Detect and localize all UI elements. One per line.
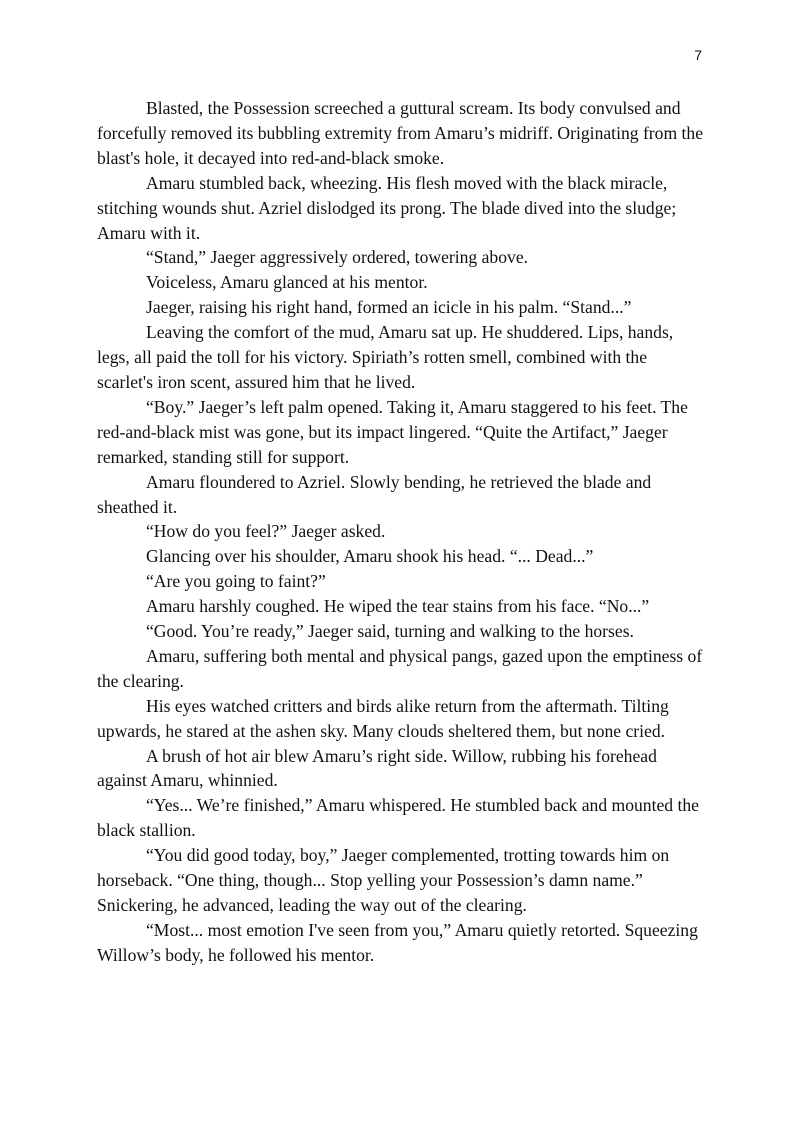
paragraph: Glancing over his shoulder, Amaru shook his head. “... Dead...”: [146, 546, 594, 567]
paragraph: Jaeger, raising his right hand, formed an icicle in his palm. “Stand...”: [146, 297, 632, 318]
paragraph: Amaru harshly coughed. He wiped the tear stains from his face. “No...”: [146, 596, 650, 617]
page-number: 7: [694, 47, 702, 63]
paragraph: Amaru stumbled back, wheezing. His flesh moved with the black miracle, stitching wounds shut. Azriel dislodged its prong. The blade dived into the sludge; Amaru with it.: [97, 172, 677, 243]
body-text: [97, 96, 707, 968]
paragraph: “You did good today, boy,” Jaeger complemented, trotting towards him on horseback. “One thing, though... Stop yelling your Possession’s damn name.” Snickering, he advanced, leading the way out of the clearing.: [97, 845, 670, 915]
paragraph: “How do you feel?” Jaeger asked.: [146, 521, 386, 542]
paragraph: A brush of hot air blew Amaru’s right side. Willow, rubbing his forehead against Amaru, whinnied.: [97, 745, 657, 791]
paragraph: Blasted, the Possession screeched a guttural scream. Its body convulsed and forcefully removed its bubbling extremity from Amaru’s midriff. Originating from the blast's hole, it decayed into red-and-black smoke.: [97, 98, 704, 168]
paragraph: “Are you going to faint?”: [146, 571, 326, 592]
paragraph: “Yes... We’re finished,” Amaru whispered. He stumbled back and mounted the black stallion.: [97, 795, 699, 841]
paragraph: “Good. You’re ready,” Jaeger said, turning and walking to the horses.: [146, 621, 634, 642]
paragraph: His eyes watched critters and birds alike return from the aftermath. Tilting upwards, he stared at the ashen sky. Many clouds sheltered them, but none cried.: [97, 695, 669, 741]
paragraph: Leaving the comfort of the mud, Amaru sat up. He shuddered. Lips, hands, legs, all paid the toll for his victory. Spiriath’s rotten smell, combined with the scarlet's iron scent, assured him that he lived.: [97, 322, 674, 392]
paragraph: Amaru, suffering both mental and physical pangs, gazed upon the emptiness of the clearing.: [97, 645, 703, 691]
paragraph: “Stand,” Jaeger aggressively ordered, towering above.: [146, 247, 529, 268]
paragraph: Amaru floundered to Azriel. Slowly bending, he retrieved the blade and sheathed it.: [97, 471, 652, 517]
paragraph: Voiceless, Amaru glanced at his mentor.: [146, 272, 428, 293]
paragraph: “Boy.” Jaeger’s left palm opened. Taking it, Amaru staggered to his feet. The red-and-black mist was gone, but its impact lingered. “Quite the Artifact,” Jaeger remarked, standing still for support.: [97, 396, 688, 467]
paragraph: “Most... most emotion I've seen from you,” Amaru quietly retorted. Squeezing Willow’s body, he followed his mentor.: [97, 919, 698, 965]
